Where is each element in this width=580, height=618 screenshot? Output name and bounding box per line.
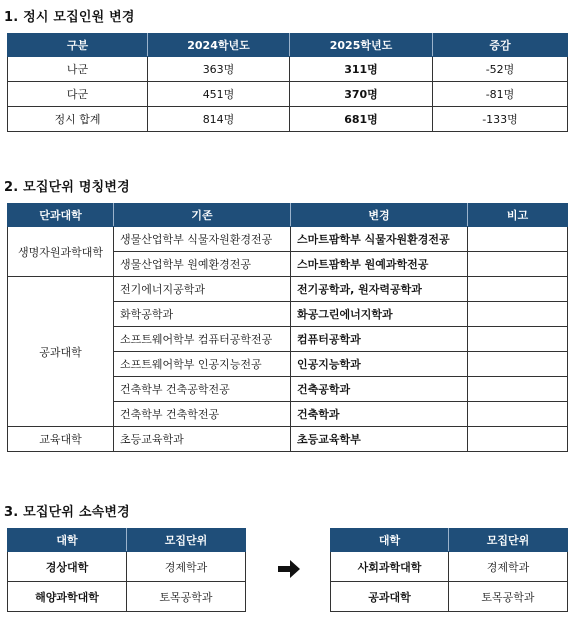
cell-changed: 건축학과	[291, 402, 468, 427]
college-cell: 교육대학	[8, 427, 114, 452]
table-row	[8, 582, 246, 612]
right-arrow-icon	[276, 556, 302, 582]
cell-note	[468, 352, 568, 377]
cell-unit: 토목공학과	[449, 582, 568, 612]
table-row	[8, 227, 568, 252]
cell-changed: 스마트팜학부 원예과학전공	[291, 252, 468, 277]
name-change-table	[7, 203, 568, 452]
column-header: 변경	[291, 204, 468, 227]
cell-changed: 스마트팜학부 식물자원환경전공	[291, 227, 468, 252]
cell-previous: 소프트웨어학부 인공지능전공	[114, 352, 291, 377]
table-row	[8, 57, 568, 82]
cell-changed: 컴퓨터공학과	[291, 327, 468, 352]
table-row	[8, 277, 568, 302]
cell-change: -133명	[433, 107, 568, 132]
cell-unit: 토목공학과	[127, 582, 246, 612]
college-cell: 공과대학	[8, 277, 114, 427]
cell-note	[468, 327, 568, 352]
cell-note	[468, 252, 568, 277]
cell-college: 경상대학	[8, 552, 127, 582]
table-row	[8, 107, 568, 132]
section2-title: 2. 모집단위 명칭변경	[4, 180, 130, 195]
cell-changed: 화공그린에너지학과	[291, 302, 468, 327]
column-header: 증감	[433, 34, 568, 57]
column-header: 기존	[114, 204, 291, 227]
cell-group: 정시 합계	[8, 107, 148, 132]
column-header: 대학	[331, 529, 449, 552]
cell-2024: 814명	[148, 107, 290, 132]
recruitment-count-table	[7, 33, 568, 132]
column-header: 모집단위	[449, 529, 568, 552]
cell-2024: 363명	[148, 57, 290, 82]
table-row	[8, 552, 246, 582]
cell-unit: 경제학과	[127, 552, 246, 582]
cell-previous: 화학공학과	[114, 302, 291, 327]
table-header-row	[8, 529, 246, 552]
table-header-row	[8, 34, 568, 57]
cell-previous: 생물산업학부 원예환경전공	[114, 252, 291, 277]
cell-note	[468, 302, 568, 327]
college-cell: 생명자원과학대학	[8, 227, 114, 277]
cell-changed: 건축공학과	[291, 377, 468, 402]
cell-2025: 370명	[290, 82, 433, 107]
column-header: 2025학년도	[290, 34, 433, 57]
cell-note	[468, 402, 568, 427]
cell-note	[468, 427, 568, 452]
cell-changed: 인공지능학과	[291, 352, 468, 377]
cell-group: 나군	[8, 57, 148, 82]
cell-changed: 초등교육학부	[291, 427, 468, 452]
cell-note	[468, 277, 568, 302]
cell-previous: 건축학부 건축공학전공	[114, 377, 291, 402]
cell-group: 다군	[8, 82, 148, 107]
table-row	[331, 552, 568, 582]
column-header: 2024학년도	[148, 34, 290, 57]
cell-previous: 건축학부 건축학전공	[114, 402, 291, 427]
section3-title: 3. 모집단위 소속변경	[4, 505, 130, 520]
cell-2025: 311명	[290, 57, 433, 82]
cell-previous: 초등교육학과	[114, 427, 291, 452]
cell-2025: 681명	[290, 107, 433, 132]
cell-changed: 전기공학과, 원자력공학과	[291, 277, 468, 302]
cell-2024: 451명	[148, 82, 290, 107]
affiliation-after-table	[330, 528, 568, 612]
affiliation-before-table	[7, 528, 246, 612]
cell-note	[468, 377, 568, 402]
cell-previous: 전기에너지공학과	[114, 277, 291, 302]
cell-college: 해양과학대학	[8, 582, 127, 612]
table-row	[8, 427, 568, 452]
table-row	[331, 582, 568, 612]
table-header-row	[331, 529, 568, 552]
section1-title: 1. 정시 모집인원 변경	[4, 10, 135, 25]
cell-note	[468, 227, 568, 252]
cell-college: 공과대학	[331, 582, 449, 612]
column-header: 모집단위	[127, 529, 246, 552]
cell-previous: 소프트웨어학부 컴퓨터공학전공	[114, 327, 291, 352]
column-header: 비고	[468, 204, 568, 227]
table-row	[8, 82, 568, 107]
cell-change: -52명	[433, 57, 568, 82]
column-header: 단과대학	[8, 204, 114, 227]
column-header: 구분	[8, 34, 148, 57]
cell-previous: 생물산업학부 식물자원환경전공	[114, 227, 291, 252]
column-header: 대학	[8, 529, 127, 552]
table-header-row	[8, 204, 568, 227]
cell-college: 사회과학대학	[331, 552, 449, 582]
cell-unit: 경제학과	[449, 552, 568, 582]
cell-change: -81명	[433, 82, 568, 107]
